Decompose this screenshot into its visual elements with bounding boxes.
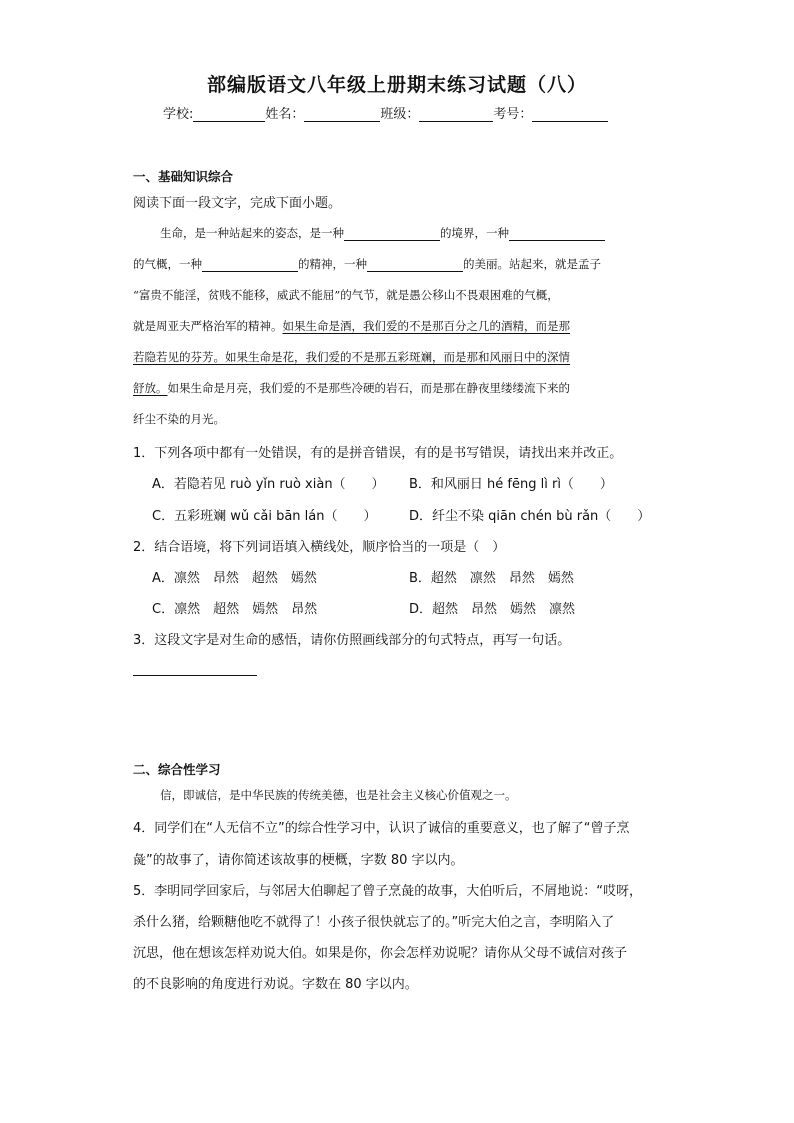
passage-line-7: 纤尘不染的月光。: [133, 412, 225, 426]
passage-line-4: 就是周亚夫严格治军的精神。如果生命是酒，我们爱的不是那百分之几的酒精，而是那: [133, 319, 570, 333]
section1-intro: 阅读下面一段文字，完成下面小题。: [133, 196, 342, 211]
q1-option-a: A．若隐若见 ruò yǐn ruò xiàn（ ）: [152, 477, 385, 492]
section2-heading: 二、综合性学习: [133, 762, 221, 777]
class-label: 班级：: [380, 107, 420, 122]
q1-option-d: D．纤尘不染 qiān chén bù rǎn（ ）: [409, 509, 651, 524]
passage-line-3: “富贵不能淫，贫贱不能移，威武不能屈”的气节，就是愚公移山不畏艰困难的气概，: [133, 288, 559, 302]
passage-line-2: 的气概，一种 的精神，一种 的美丽。站起来，就是孟子: [133, 257, 601, 271]
q3-stem: 3．这段文字是对生命的感悟，请你仿照画线部分的句式特点，再写一句话。: [133, 633, 571, 648]
q5-line-4: 的不良影响的角度进行劝说。字数在 80 字以内。: [133, 977, 418, 992]
passage-line-1: 生命，是一种站起来的姿态，是一种 的境界，一种: [160, 225, 605, 241]
q5-line-1: 5．李明同学回家后，与邻居大伯聊起了曾子烹彘的故事，大伯听后，不屑地说：“哎呀，: [133, 884, 643, 899]
school-field[interactable]: [193, 107, 265, 122]
q2-option-c: C．凛然 超然 嫣然 昂然: [152, 602, 318, 617]
school-label: 学校:: [163, 107, 194, 122]
name-label: 姓名：: [265, 107, 305, 122]
q2-option-a: A．凛然 昂然 超然 嫣然: [152, 571, 317, 586]
underlined-sentence: 如果生命是酒，我们爱的不是那百分之几的酒精，而是那: [282, 319, 570, 333]
q1-option-c: C．五彩班斓 wǔ cǎi bān lán（ ）: [152, 509, 377, 524]
q2-stem: 2．结合语境，将下列词语填入横线处，顺序恰当的一项是（ ）: [133, 540, 506, 555]
exam-no-field[interactable]: [532, 107, 608, 122]
q2-option-b: B．超然 凛然 昂然 嫣然: [409, 571, 574, 586]
q5-line-2: 杀什么猪，给颗糖他吃不就得了！小孩子很快就忘了的。”听完大伯之言，李明陷入了: [133, 915, 615, 930]
q3-answer-line[interactable]: [133, 675, 257, 676]
passage-blank-2: [509, 227, 605, 241]
section1-heading: 一、基础知识综合: [133, 169, 234, 184]
q4-line-1: 4．同学们在“人无信不立”的综合性学习中，认识了诚信的重要意义，也了解了“曾子烹: [133, 821, 630, 836]
q2-option-d: D．超然 昂然 嫣然 凛然: [409, 602, 576, 617]
passage-line-5: 若隐若见的芬芳。如果生命是花，我们爱的不是那五彩斑斓，而是那和风丽日中的深情: [133, 350, 570, 364]
q1-option-b: B．和风丽日 hé fēng lì rì（ ）: [409, 477, 613, 492]
page-title: 部编版语文八年级上册期末练习试题（八）: [206, 74, 587, 96]
passage-blank-4: [367, 258, 463, 272]
q4-line-2: 彘”的故事了，请你简述该故事的梗概，字数 80 字以内。: [133, 853, 464, 868]
student-info-row: [163, 103, 608, 122]
class-field[interactable]: [419, 107, 493, 122]
passage-blank-3: [202, 258, 298, 272]
exam-no-label: 考号：: [493, 107, 533, 122]
passage-blank-1: [344, 227, 440, 241]
passage-line-6: 舒放。如果生命是月亮，我们爱的不是那些冷硬的岩石，而是那在静夜里缕缕流下来的: [133, 381, 570, 395]
name-field[interactable]: [304, 107, 380, 122]
section2-intro: 信，即诚信，是中华民族的传统美德，也是社会主义核心价值观之一。: [160, 788, 517, 802]
q5-line-3: 沉思，他在想该怎样劝说大伯。如果是你，你会怎样劝说呢？请你从父母不诚信对孩子: [133, 946, 628, 961]
q1-stem: 1．下列各项中都有一处错误，有的是拼音错误，有的是书写错误，请找出来并改正。: [133, 446, 623, 461]
